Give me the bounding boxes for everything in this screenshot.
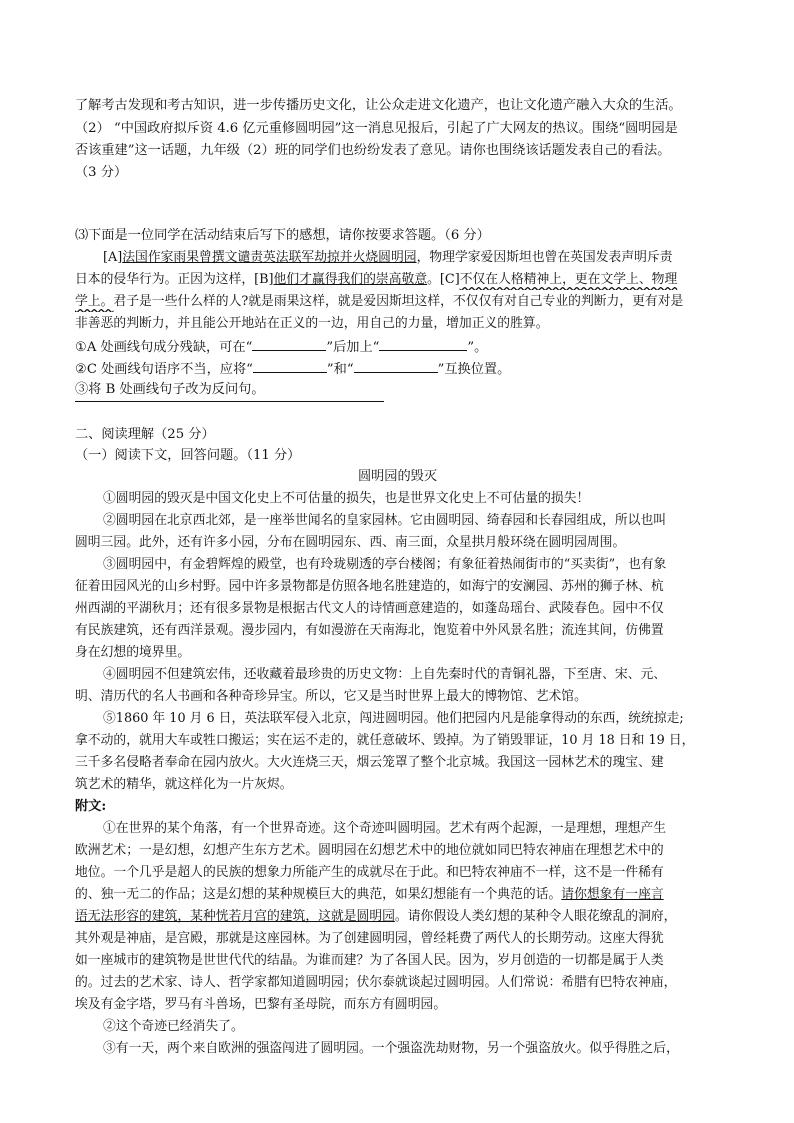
underlined-sentence: 这就是圆明园 [318, 909, 395, 924]
article-paragraph: 有民族建筑，还有西洋景观。漫步园内，有如漫游在天南海北，饱览着中外风景名胜；流连其间，仿佛置 [75, 623, 664, 638]
sub-question-3: ③将 B 处画线句子改为反问句。 [75, 382, 265, 397]
underlined-sentence-a: 法国作家雨果曾撰文谴责英法联军劫掠并火烧圆明园 [122, 250, 417, 265]
appendix-paragraph: 埃及有金字塔，罗马有斗兽场，巴黎有圣母院，而东方有圆明园。 [75, 997, 447, 1012]
passage-text: ，物理学家爱因斯坦也曾在英国发表声明斥责 [416, 250, 673, 265]
question-3-heading: ⑶下面是一位同学在活动结束后写下的感想，请你按要求答题。（6 分） [75, 228, 490, 243]
article-paragraph: 身在幻想的境界里。 [75, 645, 191, 660]
article-paragraph: 拿不动的，就用大车或牲口搬运；实在运不走的，就任意破坏、毁掉。为了销毁罪证，10 月 18 日和 19 日， [75, 733, 695, 748]
underlined-sentence-c: 学上。 [75, 294, 114, 309]
appendix-paragraph: 其外观是神庙，是宫殿，那就是这座园林。为了创建圆明园，曾经耗费了两代人的长期劳动。这座大得犹 [75, 931, 664, 946]
question-2-line: （2） “中国政府拟斥资 4.6 亿元重修圆明园”这一消息见报后，引起了广大网友的热议。围绕“圆明园是 [75, 121, 678, 136]
underlined-sentence: 请你想象有一座言 [561, 887, 664, 902]
appendix-paragraph: 语无法形容的建筑，某种恍若月宫的建筑，这就是圆明园。请你假设人类幻想的某种令人眼花缭乱的洞府， [75, 909, 677, 924]
article-paragraph: 征着田园风光的山乡村野。园中许多景物都是仿照各地名胜建造的，如海宁的安澜园、苏州的狮子林、杭 [75, 579, 664, 594]
underlined-sentence-b: 他们才赢得我们的崇高敬意 [273, 272, 428, 287]
appendix-paragraph: 的。过去的艺术家、诗人、哲学家都知道圆明园；伏尔泰就谈起过圆明园。人们常说：希腊有巴特农神庙， [75, 975, 677, 990]
underlined-sentence-c: 不仅在人格精神上，更在文学上、物理 [459, 272, 678, 287]
subsection-heading: （一）阅读下文，回答问题。（11 分） [75, 448, 301, 463]
appendix-paragraph: 的、独一无二的作品；这是幻想的某种规模巨大的典范，如果幻想能有一个典范的话。请你想象有一座言 [75, 887, 664, 902]
sub-question-2: ②C 处画线句语序不当，应将“ ”和“ ”互换位置。 [75, 358, 720, 380]
label-c: 。[C] [427, 272, 460, 287]
question-2-score: （3 分） [75, 165, 128, 180]
appendix-paragraph: ③有一天，两个来自欧洲的强盗闯进了圆明园。一个强盗洗劫财物，另一个强盗放火。似乎得胜之后， [103, 1041, 679, 1056]
label-a: [A] [103, 250, 123, 265]
passage-text: 日本的侵华行为。正因为这样，[B] [75, 272, 274, 287]
answer-blank[interactable] [253, 358, 327, 373]
passage-line: 非善恶的判断力，并且能公开地站在正义的一边，用自己的力量，增加正义的胜算。 [75, 316, 549, 331]
article-title: 圆明园的毁灭 [357, 469, 438, 484]
article-paragraph: 三千多名侵略者奉命在园内放火。大火连烧三天，烟云笼罩了整个北京城。我国这一园林艺术的瑰宝、建 [75, 755, 664, 770]
answer-blank[interactable] [379, 336, 467, 351]
passage-text: 君子是一些什么样的人?就是雨果这样，就是爱因斯坦这样，不仅仅有对自己专业的判断力，更有对是 [113, 294, 684, 309]
article-paragraph: ①圆明园的毁灭是中国文化史上不可估量的损失，也是世界文化史上不可估量的损失！ [103, 491, 590, 506]
underlined-sentence: 语无法形容的建筑，某种恍若月宫的建筑， [75, 909, 319, 924]
section-heading: 二、阅读理解（25 分） [75, 427, 215, 442]
answer-line[interactable] [75, 401, 384, 402]
text-line: 了解考古发现和考古知识，进一步传播历史文化，让公众走进文化遗产，也让文化遗产融入大众的生活。 [75, 98, 682, 113]
appendix-heading: 附文: [75, 799, 107, 814]
article-paragraph: ④圆明园不但建筑宏伟，还收藏着最珍贵的历史文物：上自先秦时代的青铜礼器，下至唐、宋、元、 [103, 667, 667, 682]
appendix-paragraph: 如一座城市的建筑物是世世代代的结晶。为谁而建？为了各国人民。因为，岁月创造的一切都是属于人类 [75, 953, 664, 968]
article-paragraph: ③圆明园中，有金碧辉煌的殿堂，也有玲珑剔透的亭台楼阁；有象征着热闹街市的“买卖街”，也有象 [103, 557, 667, 572]
passage-line [75, 270, 720, 290]
article-paragraph: ②圆明园在北京西北郊，是一座举世闻名的皇家园林。它由圆明园、绮春园和长春园组成，所以也叫 [103, 513, 667, 528]
article-paragraph: 州西湖的平湖秋月；还有很多景物是根据古代文人的诗情画意建造的，如蓬岛瑶台、武陵春色。园中不仅 [75, 601, 664, 616]
answer-blank[interactable] [252, 336, 326, 351]
article-paragraph: ⑤1860 年 10 月 6 日，英法联军侵入北京，闯进圆明园。他们把园内凡是能拿得动的东西，统统掠走; [103, 711, 684, 726]
passage-line [103, 248, 720, 268]
question-2-line: 否该重建”这一话题，九年级（2）班的同学们也纷纷发表了意见。请你也围绕该话题发表自己的看法。 [75, 143, 671, 158]
article-paragraph: 筑艺术的精华，就这样化为一片灰烬。 [75, 777, 293, 792]
article-paragraph: 圆明三园。此外，还有许多小园，分布在圆明园东、西、南三面，众星拱月般环绕在圆明园周围。 [75, 535, 626, 550]
appendix-paragraph: 地位。一个几乎是超人的民族的想象力所能产生的成就尽在于此。和巴特农神庙不一样，这不是一件稀有 [75, 865, 664, 880]
passage-line [75, 292, 720, 312]
sub-question-1: ①A 处画线句成分残缺，可在“ ”后加上“ ”。 [75, 336, 720, 358]
answer-blank[interactable] [354, 358, 438, 373]
appendix-paragraph: ②这个奇迹已经消失了。 [103, 1019, 244, 1034]
article-paragraph: 明、清历代的名人书画和各种奇珍异宝。所以，它又是当时世界上最大的博物馆、艺术馆。 [75, 689, 587, 704]
appendix-paragraph: ①在世界的某个角落，有一个世界奇迹。这个奇迹叫圆明园。艺术有两个起源，一是理想，理想产生 [103, 821, 667, 836]
appendix-paragraph: 欧洲艺术；一是幻想，幻想产生东方艺术。圆明园在幻想艺术中的地位就如同巴特农神庙在理想艺术中的 [75, 843, 664, 858]
